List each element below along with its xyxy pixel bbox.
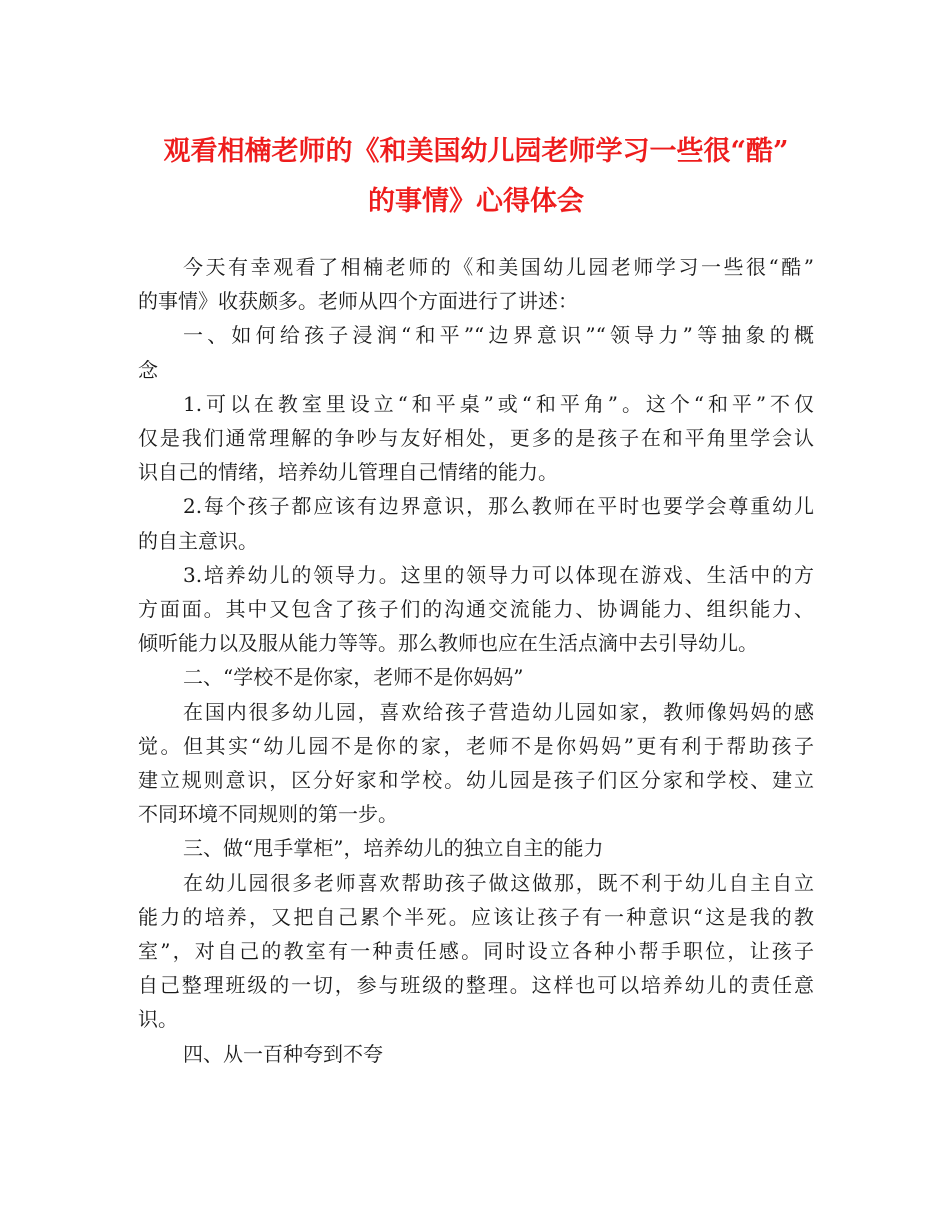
paragraph-line: 觉。但其实“幼儿园不是你的家，老师不是你妈妈”更有利于帮助孩子 <box>138 733 814 758</box>
paragraph-line: 方面面。其中又包含了孩子们的沟通交流能力、协调能力、组织能力、 <box>138 597 814 622</box>
paragraph-line: 一、如何给孩子浸润“和平”“边界意识”“领导力”等抽象的概 <box>183 323 814 348</box>
paragraph-line: 仅是我们通常理解的争吵与友好相处，更多的是孩子在和平角里学会认 <box>138 426 814 451</box>
title-line-2: 的事情》心得体会 <box>368 186 584 217</box>
document-title <box>136 127 816 227</box>
paragraph-line: 在国内很多幼儿园，喜欢给孩子营造幼儿园如家，教师像妈妈的感 <box>183 699 814 724</box>
paragraph-line: 3.培养幼儿的领导力。这里的领导力可以体现在游戏、生活中的方 <box>183 562 814 587</box>
paragraph <box>138 695 814 832</box>
paragraph-line: 建立规则意识，区分好家和学校。幼儿园是孩子们区分家和学校、建立 <box>138 768 814 793</box>
paragraph-line: 四、从一百种夸到不夸 <box>183 1041 383 1066</box>
paragraph <box>138 250 814 318</box>
paragraph-line: 倾听能力以及服从能力等等。那么教师也应在生活点滴中去引导幼儿。 <box>138 631 758 656</box>
paragraph-line: 能力的培养，又把自己累个半死。应该让孩子有一种意识“这是我的教 <box>138 904 814 929</box>
paragraph <box>138 660 814 694</box>
paragraph <box>138 489 814 557</box>
paragraph-line: 不同环境不同规则的第一步。 <box>138 802 398 827</box>
paragraph-line: 的自主意识。 <box>138 528 258 553</box>
paragraph-line: 今天有幸观看了相楠老师的《和美国幼儿园老师学习一些很“酷” <box>183 255 814 279</box>
paragraph-line: 室”，对自己的教室有一种责任感。同时设立各种小帮手职位，让孩子 <box>138 939 814 964</box>
paragraph <box>138 558 814 661</box>
paragraph <box>138 1037 814 1071</box>
title-line-1: 观看相楠老师的《和美国幼儿园老师学习一些很“酷” <box>163 136 789 167</box>
paragraph <box>138 866 814 1037</box>
paragraph-line: 识自己的情绪，培养幼儿管理自己情绪的能力。 <box>138 460 558 485</box>
paragraph-line: 1.可以在教室里设立“和平桌”或“和平角”。这个“和平”不仅 <box>183 391 814 416</box>
document-body <box>138 250 814 1071</box>
paragraph-line: 三、做“甩手掌柜”，培养幼儿的独立自主的能力 <box>183 836 604 861</box>
paragraph <box>138 318 814 386</box>
paragraph-line: 在幼儿园很多老师喜欢帮助孩子做这做那，既不利于幼儿自主自立 <box>183 870 814 895</box>
paragraph-line: 念 <box>138 357 158 382</box>
paragraph-line: 2.每个孩子都应该有边界意识，那么教师在平时也要学会尊重幼儿 <box>183 494 814 519</box>
paragraph-line: 二、“学校不是你家，老师不是你妈妈” <box>183 665 524 690</box>
paragraph-line: 识。 <box>138 1007 178 1032</box>
paragraph <box>138 831 814 865</box>
paragraph-line: 的事情》收获颇多。老师从四个方面进行了讲述： <box>138 289 578 314</box>
paragraph <box>138 387 814 490</box>
paragraph-line: 自己整理班级的一切，参与班级的整理。这样也可以培养幼儿的责任意 <box>138 973 814 998</box>
